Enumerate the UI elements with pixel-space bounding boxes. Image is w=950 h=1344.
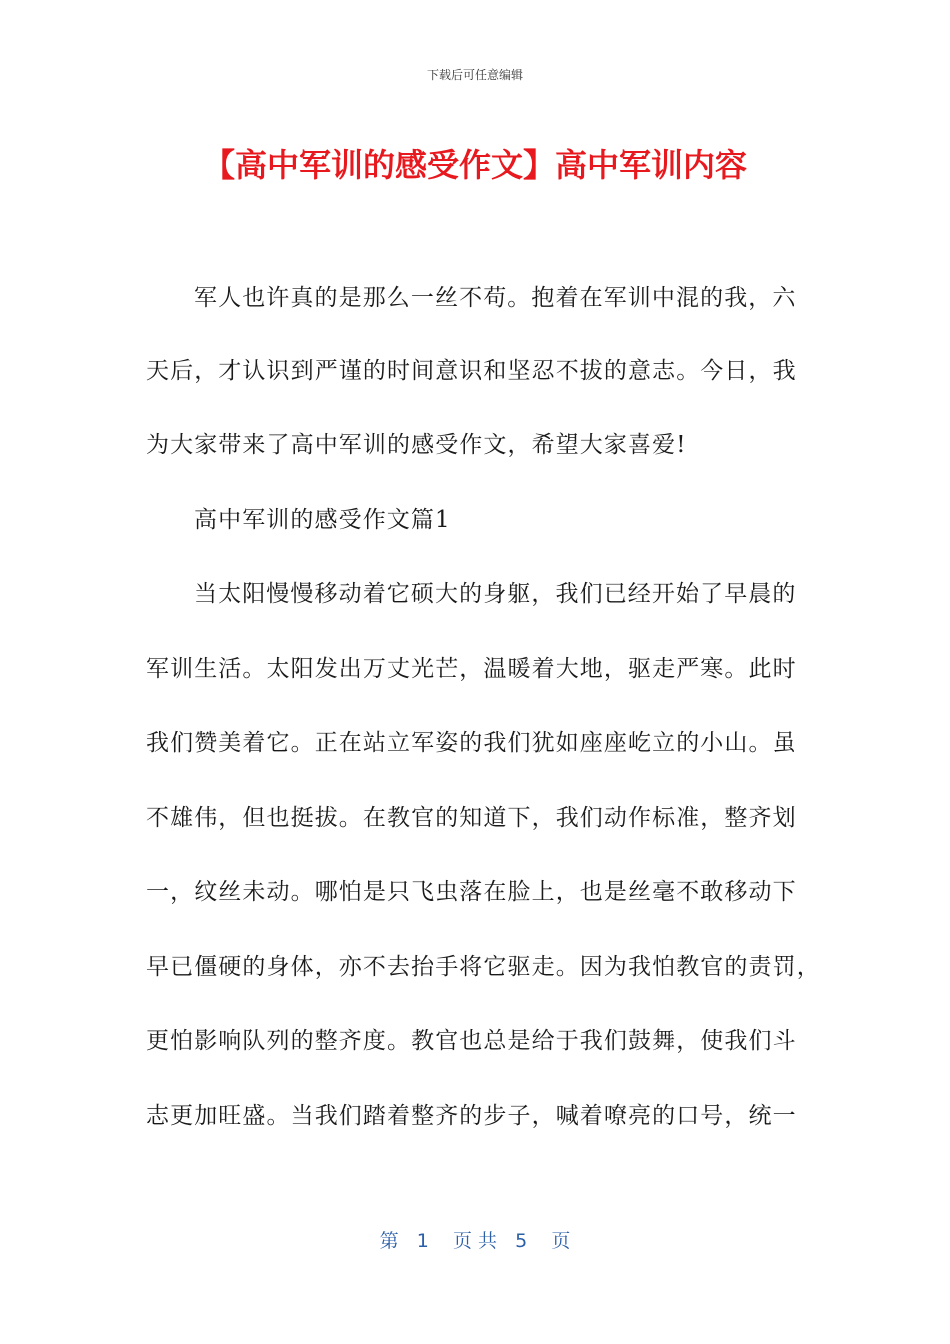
- paragraph-line: 早已僵硬的身体，亦不去抬手将它驱走。因为我怕教官的责罚，: [146, 954, 821, 980]
- paragraph-line: 我们赞美着它。正在站立军姿的我们犹如座座屹立的小山。虽: [146, 730, 797, 756]
- paragraph-line: 更怕影响队列的整齐度。教官也总是给于我们鼓舞，使我们斗: [146, 1028, 797, 1054]
- page-number-footer: 第 1 页 共 5 页: [379, 1230, 571, 1252]
- paragraph-line: 一，纹丝未动。哪怕是只飞虫落在脸上，也是丝毫不敢移动下: [146, 879, 797, 905]
- paragraph-line: 不雄伟，但也挺拔。在教官的知道下，我们动作标准，整齐划: [146, 805, 797, 831]
- document-title: 【高中军训的感受作文】高中军训内容: [202, 146, 747, 184]
- paragraph-line: 当太阳慢慢移动着它硕大的身躯，我们已经开始了早晨的: [194, 581, 797, 607]
- paragraph-line: 为大家带来了高中军训的感受作文，希望大家喜爱!: [146, 432, 687, 458]
- paragraph-line: 志更加旺盛。当我们踏着整齐的步子，喊着嘹亮的口号，统一: [146, 1103, 797, 1129]
- paragraph-line: 军人也许真的是那么一丝不苟。抱着在军训中混的我，六: [194, 285, 797, 311]
- section-heading: 高中军训的感受作文篇1: [194, 507, 451, 533]
- paragraph-line: 军训生活。太阳发出万丈光芒，温暖着大地，驱走严寒。此时: [146, 656, 797, 682]
- header-note: 下载后可任意编辑: [426, 68, 523, 82]
- paragraph-line: 天后，才认识到严谨的时间意识和坚忍不拔的意志。今日，我: [146, 358, 797, 384]
